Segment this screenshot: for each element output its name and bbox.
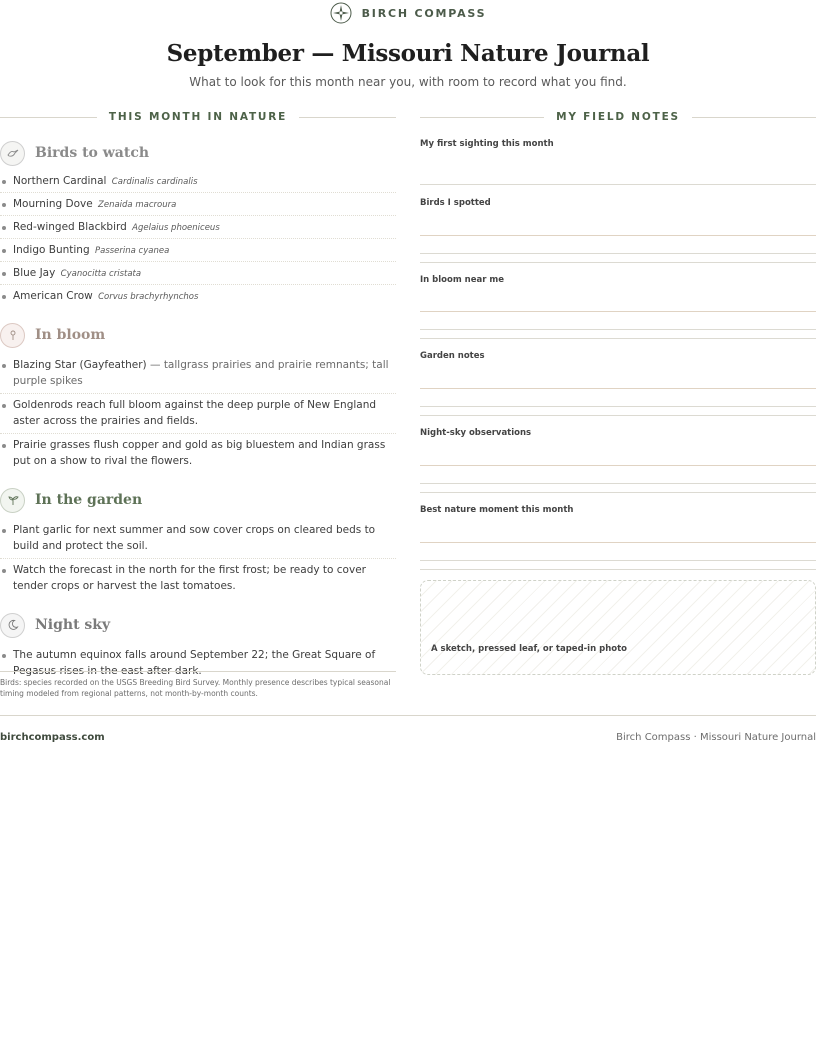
divider	[692, 117, 816, 118]
sketch-label: A sketch, pressed leaf, or taped-in photo	[431, 644, 627, 654]
bird-name: American Crow	[13, 290, 93, 302]
field-best-moment[interactable]	[420, 505, 816, 515]
bird-latin-name: Zenaida macroura	[98, 200, 177, 210]
list-item	[0, 354, 396, 394]
list-item: Prairie grasses flush copper and gold as big bluestem and Indian grass put on a show to rival the flowers.	[0, 434, 396, 473]
field-birds-spotted[interactable]	[420, 198, 816, 208]
flower-icon	[0, 323, 25, 348]
writing-line[interactable]	[420, 542, 816, 543]
section-label: MY FIELD NOTES	[556, 111, 680, 123]
list-item: Watch the forecast in the north for the first frost; be ready to cover tender crops or harvest the last tomatoes.	[0, 559, 396, 598]
field-label: In bloom near me	[420, 275, 504, 285]
bird-latin-name: Corvus brachyrhynchos	[98, 292, 199, 302]
writing-line[interactable]	[420, 311, 816, 312]
writing-line[interactable]	[420, 569, 816, 570]
bird-name: Mourning Dove	[13, 198, 93, 210]
divider	[420, 117, 544, 118]
category-garden	[0, 486, 396, 514]
field-label: Best nature moment this month	[420, 505, 574, 515]
field-first-sighting[interactable]	[420, 139, 816, 149]
category-night-sky	[0, 611, 396, 639]
section-label: THIS MONTH IN NATURE	[108, 111, 288, 123]
bird-name: Northern Cardinal	[13, 175, 107, 187]
category-birds	[0, 139, 396, 167]
writing-line[interactable]	[420, 253, 816, 254]
bird-latin-name: Passerina cyanea	[94, 246, 170, 256]
field-label: Night-sky observations	[420, 428, 532, 438]
page-subtitle: What to look for this month near you, with room to record what you find.	[189, 75, 627, 89]
divider	[0, 117, 97, 118]
moon-icon	[0, 613, 25, 638]
writing-line[interactable]	[420, 492, 816, 493]
footnote: Birds: species recorded on the USGS Breeding Bird Survey. Monthly presence describes typical seasonal timing modeled from regional patterns, not month-by-month counts.	[0, 671, 396, 699]
bird-latin-name: Cardinalis cardinalis	[111, 177, 198, 187]
field-garden-notes[interactable]	[420, 351, 816, 361]
list-item	[0, 239, 396, 262]
field-night-sky[interactable]	[420, 428, 816, 438]
bloom-detail: — tallgrass prairies and prairie remnants; tall purple spikes	[13, 359, 389, 387]
writing-line[interactable]	[420, 329, 816, 330]
category-bloom	[0, 321, 396, 349]
brand-header	[0, 2, 816, 24]
category-title: Birds to watch	[35, 145, 150, 161]
page-title: September — Missouri Nature Journal	[166, 40, 650, 67]
bird-name: Blue Jay	[13, 267, 56, 279]
writing-line[interactable]	[420, 406, 816, 407]
writing-line[interactable]	[420, 235, 816, 236]
writing-line[interactable]	[420, 415, 816, 416]
writing-line[interactable]	[420, 184, 816, 185]
field-label: My first sighting this month	[420, 139, 554, 149]
list-item	[0, 193, 396, 216]
writing-line[interactable]	[420, 465, 816, 466]
list-item: The autumn equinox falls around September 22; the Great Square of Pegasus rises in the east after dark.	[0, 644, 396, 683]
list-item	[0, 216, 396, 239]
writing-line[interactable]	[420, 483, 816, 484]
bird-icon	[0, 141, 25, 166]
brand-name: BIRCH COMPASS	[361, 6, 487, 20]
compass-icon	[330, 2, 352, 24]
list-item: Goldenrods reach full bloom against the deep purple of New England aster across the prairies and fields.	[0, 394, 396, 434]
garden-list	[0, 519, 396, 598]
field-label: Garden notes	[420, 351, 485, 361]
bird-list	[0, 170, 396, 308]
bloom-name: Blazing Star (Gayfeather)	[13, 359, 147, 371]
writing-line[interactable]	[420, 560, 816, 561]
nature-column	[0, 108, 396, 683]
section-header-notes	[420, 108, 816, 126]
writing-line[interactable]	[420, 338, 816, 339]
footer-credit: Birch Compass · Missouri Nature Journal	[616, 732, 816, 743]
writing-line[interactable]	[420, 388, 816, 389]
field-label: Birds I spotted	[420, 198, 491, 208]
bird-latin-name: Agelaius phoeniceus	[132, 223, 220, 233]
bloom-list	[0, 354, 396, 473]
divider	[299, 117, 396, 118]
section-header-nature	[0, 108, 396, 126]
bird-latin-name: Cyanocitta cristata	[60, 269, 142, 279]
bird-name: Red-winged Blackbird	[13, 221, 127, 233]
sprout-icon	[0, 488, 25, 513]
category-title: In bloom	[35, 327, 106, 343]
category-title: Night sky	[35, 617, 111, 633]
footer-site-link[interactable]: birchcompass.com	[0, 732, 105, 743]
field-in-bloom[interactable]	[420, 275, 816, 285]
list-item	[0, 170, 396, 193]
list-item	[0, 262, 396, 285]
list-item: Plant garlic for next summer and sow cover crops on cleared beds to build and protect the soil.	[0, 519, 396, 559]
category-title: In the garden	[35, 492, 143, 508]
field-notes-column	[420, 108, 816, 654]
bird-name: Indigo Bunting	[13, 244, 90, 256]
footer-divider	[0, 715, 816, 716]
list-item	[0, 285, 396, 308]
writing-line[interactable]	[420, 262, 816, 263]
sketch-box[interactable]	[420, 580, 816, 675]
